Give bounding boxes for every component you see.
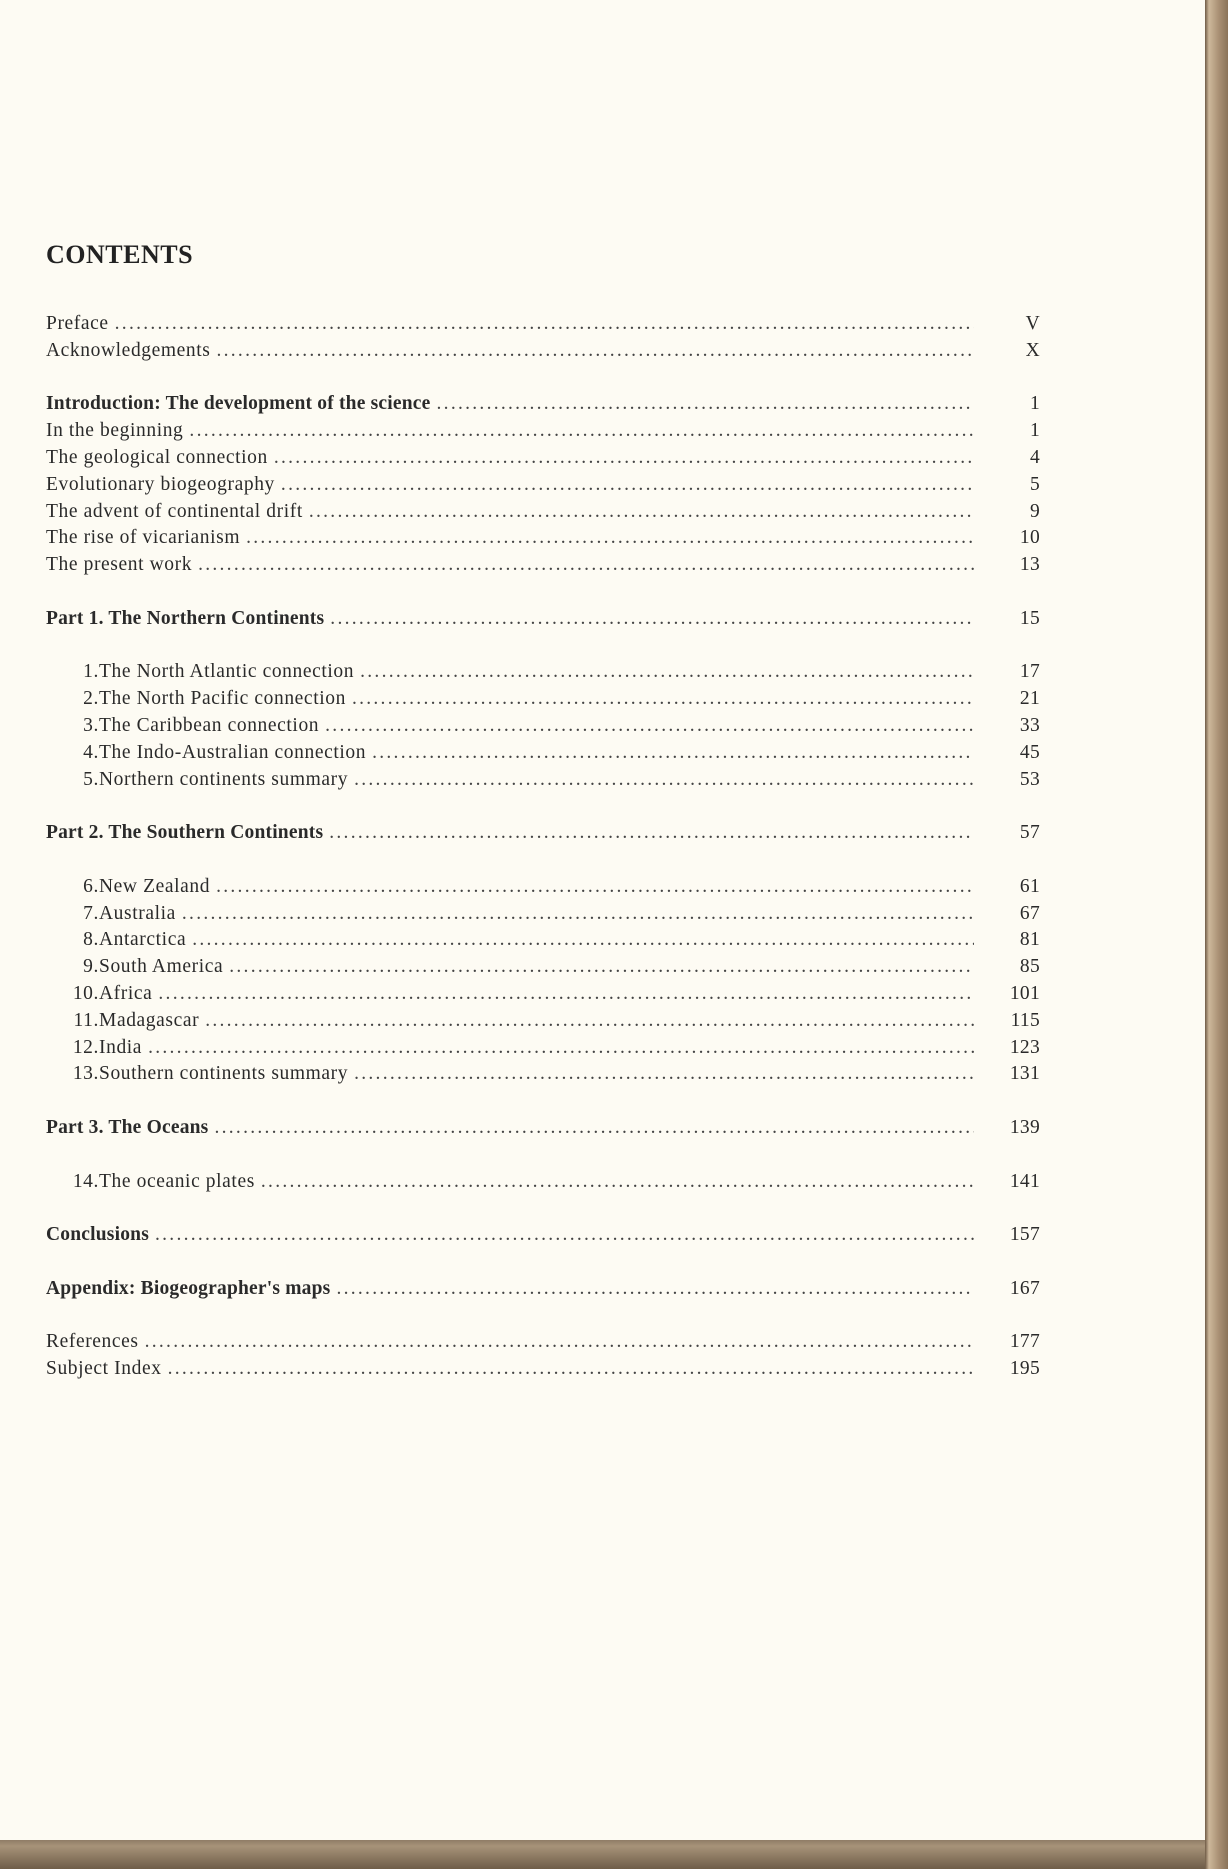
toc-chapter-number [46, 981, 99, 1008]
dot-leader [437, 391, 974, 418]
toc-page-number: 101 [1009, 982, 1040, 1004]
toc-chapter-number-text: 8. [83, 929, 99, 951]
toc-entry-title: The geological connection [46, 446, 268, 468]
dot-leader [155, 1222, 974, 1249]
toc-page-number: 115 [1010, 1009, 1040, 1031]
toc-entry-title: Appendix: Biogeographer's maps [46, 1277, 331, 1299]
dot-leader [229, 954, 974, 981]
toc-page-number: 85 [1019, 956, 1040, 978]
toc-spacer [46, 847, 1040, 874]
toc-entry [46, 499, 1040, 526]
toc-entry [46, 525, 1040, 552]
toc-page-number: 57 [1019, 822, 1040, 844]
toc-entry-title: Madagascar [99, 1009, 200, 1031]
toc-entry-title: References [46, 1331, 139, 1353]
toc-page-number: 53 [1019, 768, 1040, 790]
dot-leader [216, 338, 974, 365]
toc-entry-title: Northern continents summary [99, 768, 349, 790]
toc-entry [46, 311, 1040, 338]
toc-entry-title: The Caribbean connection [99, 714, 320, 736]
toc-entry [46, 927, 1040, 954]
toc-entry [46, 659, 1040, 686]
toc-chapter-number-text: 6. [83, 875, 99, 897]
toc-chapter-number [46, 874, 99, 901]
dot-leader [246, 525, 974, 552]
toc-entry [46, 1329, 1040, 1356]
book-cover-edge-bottom [0, 1840, 1205, 1869]
toc-entry [46, 338, 1040, 365]
toc-chapter-number [46, 713, 99, 740]
toc-chapter-number-text: 2. [83, 688, 99, 710]
toc-page-number: 131 [1009, 1063, 1040, 1085]
toc-entry [46, 713, 1040, 740]
toc-page-number: 139 [1009, 1116, 1040, 1138]
toc-entry [46, 874, 1040, 901]
toc-spacer [46, 633, 1040, 660]
toc-entry [46, 981, 1040, 1008]
toc-chapter-number-text: 11. [73, 1009, 99, 1031]
toc-page-number: 9 [1029, 500, 1040, 522]
toc-chapter-number [46, 1008, 99, 1035]
dot-leader [336, 1276, 974, 1303]
book-cover-edge-right [1205, 0, 1228, 1869]
toc-entry [46, 418, 1040, 445]
toc-page-number: 17 [1019, 661, 1040, 683]
dot-leader [158, 981, 974, 1008]
toc-page-number: 141 [1009, 1170, 1040, 1192]
toc-spacer [46, 1249, 1040, 1276]
toc-chapter-number-text: 10. [72, 982, 99, 1004]
toc-entry [46, 740, 1040, 767]
toc-page-number: 177 [1009, 1331, 1040, 1353]
dot-leader [189, 418, 974, 445]
toc-chapter-number [46, 954, 99, 981]
toc-entry [46, 445, 1040, 472]
dot-leader [216, 874, 974, 901]
toc-page-number: 61 [1019, 875, 1040, 897]
dot-leader [354, 767, 974, 794]
toc-entry-title: Part 1. The Northern Continents [46, 607, 325, 629]
table-of-contents [46, 311, 1040, 1383]
toc-entry [46, 954, 1040, 981]
toc-chapter-number-text: 14. [72, 1170, 99, 1192]
toc-page-number: 81 [1019, 929, 1040, 951]
toc-section-heading [46, 1222, 1040, 1249]
dot-leader [309, 499, 974, 526]
toc-page-number: 67 [1019, 902, 1040, 924]
toc-chapter-number [46, 767, 99, 794]
toc-page-number: 4 [1029, 446, 1040, 468]
toc-page-number: 45 [1019, 741, 1040, 763]
toc-entry-title: The North Pacific connection [99, 688, 346, 710]
dot-leader [214, 1115, 974, 1142]
toc-entry-title: India [99, 1036, 143, 1058]
toc-entry-title: Africa [99, 982, 153, 1004]
toc-entry-title: Part 2. The Southern Continents [46, 822, 324, 844]
toc-spacer [46, 1088, 1040, 1115]
toc-page-number: 21 [1019, 688, 1040, 710]
toc-entry-title: Antarctica [99, 929, 187, 951]
toc-chapter-number [46, 686, 99, 713]
toc-spacer [46, 1142, 1040, 1169]
toc-entry-title: New Zealand [99, 875, 211, 897]
dot-leader [261, 1169, 974, 1196]
toc-page-number: X [1025, 339, 1040, 361]
toc-chapter-number-text: 13. [72, 1063, 99, 1085]
dot-leader [372, 740, 974, 767]
toc-page-number: 167 [1009, 1277, 1040, 1299]
toc-spacer [46, 365, 1040, 392]
toc-entry-title: The advent of continental drift [46, 500, 303, 522]
dot-leader [198, 552, 974, 579]
toc-page-number: 10 [1019, 527, 1040, 549]
toc-page-number: 157 [1009, 1224, 1040, 1246]
dot-leader [352, 686, 974, 713]
toc-spacer [46, 1195, 1040, 1222]
toc-entry [46, 1061, 1040, 1088]
dot-leader [330, 606, 974, 633]
toc-entry-title: Subject Index [46, 1358, 162, 1380]
toc-entry [46, 1169, 1040, 1196]
toc-entry-title: Preface [46, 313, 109, 334]
toc-section-heading [46, 1276, 1040, 1303]
dot-leader [274, 445, 974, 472]
toc-entry-title: The oceanic plates [99, 1170, 255, 1192]
toc-entry-title: The North Atlantic connection [99, 661, 355, 683]
dot-leader [360, 659, 974, 686]
dot-leader [325, 713, 974, 740]
dot-leader [115, 311, 974, 338]
toc-chapter-number [46, 1061, 99, 1088]
toc-spacer [46, 1302, 1040, 1329]
toc-entry-title: The Indo-Australian connection [99, 741, 367, 763]
toc-entry-title: The rise of vicarianism [46, 527, 241, 549]
dot-leader [148, 1035, 974, 1062]
toc-entry-title: In the beginning [46, 420, 184, 442]
toc-entry-title: Introduction: The development of the science [46, 393, 431, 415]
dot-leader [281, 472, 974, 499]
toc-chapter-number-text: 1. [83, 661, 99, 683]
toc-chapter-number [46, 659, 99, 686]
dot-leader [182, 901, 974, 928]
toc-spacer [46, 579, 1040, 606]
dot-leader [145, 1329, 974, 1356]
toc-chapter-number [46, 901, 99, 928]
toc-chapter-number-text: 12. [72, 1036, 99, 1058]
toc-chapter-number [46, 1035, 99, 1062]
toc-entry-title: Acknowledgements [46, 339, 211, 361]
toc-chapter-number-text: 9. [83, 956, 99, 978]
dot-leader [205, 1008, 974, 1035]
toc-page-number: 33 [1019, 714, 1040, 736]
toc-entry-title: Part 3. The Oceans [46, 1116, 209, 1138]
toc-page-number: 5 [1029, 473, 1040, 495]
dot-leader [192, 927, 974, 954]
toc-entry [46, 901, 1040, 928]
toc-page-number: 13 [1019, 554, 1040, 576]
toc-page-number: 1 [1029, 420, 1040, 442]
toc-entry-title: Australia [99, 902, 176, 924]
toc-chapter-number [46, 927, 99, 954]
page-title: CONTENTS [46, 240, 194, 269]
toc-entry [46, 552, 1040, 579]
toc-entry-title: South America [99, 956, 224, 978]
toc-chapter-number-text: 4. [83, 741, 99, 763]
toc-entry [46, 767, 1040, 794]
toc-entry-title: The present work [46, 554, 193, 576]
toc-entry-title: Conclusions [46, 1224, 149, 1246]
toc-spacer [46, 793, 1040, 820]
dot-leader [329, 820, 974, 847]
toc-entry [46, 1035, 1040, 1062]
toc-section-heading [46, 391, 1040, 418]
toc-entry [46, 1008, 1040, 1035]
toc-entry [46, 1356, 1040, 1383]
toc-page-number: 15 [1019, 607, 1040, 629]
toc-section-heading [46, 820, 1040, 847]
toc-entry [46, 686, 1040, 713]
toc-entry-title: Southern continents summary [99, 1063, 349, 1085]
toc-page-number: 1 [1029, 393, 1040, 415]
toc-chapter-number-text: 5. [83, 768, 99, 790]
toc-page-number: 195 [1009, 1358, 1040, 1380]
toc-chapter-number [46, 1169, 99, 1196]
toc-section-heading [46, 606, 1040, 633]
toc-section-heading [46, 1115, 1040, 1142]
toc-page-number: V [1025, 313, 1040, 334]
contents-section [46, 235, 1040, 1383]
toc-chapter-number-text: 7. [83, 902, 99, 924]
toc-page-number: 123 [1009, 1036, 1040, 1058]
toc-chapter-number [46, 740, 99, 767]
dot-leader [354, 1061, 974, 1088]
toc-entry-title: Evolutionary biogeography [46, 473, 275, 495]
toc-chapter-number-text: 3. [83, 714, 99, 736]
toc-entry [46, 472, 1040, 499]
dot-leader [168, 1356, 974, 1383]
